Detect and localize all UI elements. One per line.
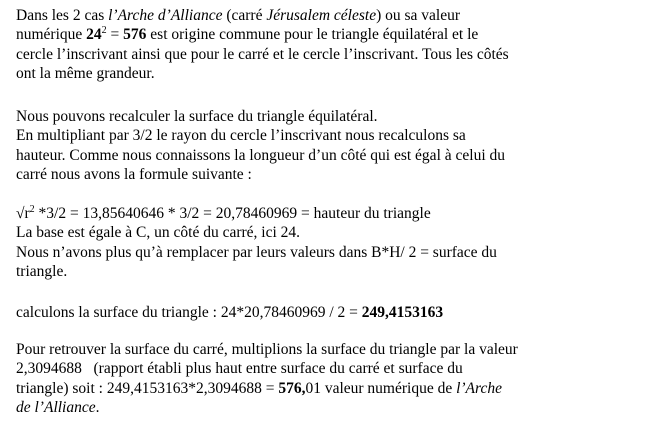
- text-line: [16, 379, 518, 398]
- superscript-exponent: 2: [101, 25, 107, 37]
- italic-term-alliance: de l’Alliance: [16, 399, 96, 417]
- text-line: Nous pouvons recalculer la surface du triangle équilatéral.: [16, 108, 378, 125]
- text-line: La base est égale à C, un côté du carré, ici 24.: [16, 224, 301, 242]
- text-line: carré nous avons la formule suivante :: [16, 166, 252, 184]
- text-line: [16, 303, 443, 322]
- paragraph-formula: [16, 204, 497, 282]
- paragraph-surface: [16, 303, 443, 322]
- text-run: est origine commune pour le triangle équilatéral et le: [146, 26, 479, 44]
- text-run: √r: [16, 205, 30, 222]
- text-line: hauteur. Comme nous connaissons la longueur d’un côté qui est égal à celui du: [16, 146, 505, 164]
- paragraph-recalc: [16, 107, 505, 185]
- italic-term-arche: l’Arche d’Alliance: [108, 7, 223, 24]
- text-line: triangle.: [16, 263, 68, 281]
- text-line: 2,3094688 (rapport établi plus haut entre surface du carré et surface du: [16, 360, 463, 378]
- text-line: [16, 6, 509, 25]
- text-line: Pour retrouver la surface du carré, multiplions la surface du triangle par la valeur: [16, 341, 518, 358]
- text-line: [16, 25, 509, 44]
- text-run: =: [106, 26, 124, 44]
- text-line: cercle l’inscrivant ainsi que pour le carré et le cercle l’inscrivant. Tous les côtés: [16, 45, 509, 63]
- text-line: En multipliant par 3/2 le rayon du cercle l’inscrivant nous recalculons sa: [16, 127, 466, 145]
- italic-term-jerusalem: Jérusalem céleste: [266, 7, 377, 24]
- formula-line: [16, 204, 497, 223]
- bold-result: 576,: [278, 379, 306, 397]
- text-line: ont la même grandeur.: [16, 65, 155, 83]
- text-line: [16, 398, 518, 417]
- text-run: ) ou sa valeur: [376, 7, 461, 24]
- text-run: numérique: [16, 26, 87, 44]
- text-run: calculons la surface du triangle : 24*20,78460969 / 2 =: [16, 304, 362, 321]
- text-run: (carré: [222, 7, 267, 24]
- superscript-exponent: 2: [29, 203, 35, 215]
- text-run: triangle) soit : 249,4153163*2,3094688 =: [16, 379, 279, 397]
- italic-term-arche: l’Arche: [456, 379, 502, 397]
- bold-number: 24: [86, 26, 102, 44]
- bold-result: 249,4153163: [361, 304, 444, 321]
- text-line: Nous n’avons plus qu’à remplacer par leurs valeurs dans B*H/ 2 = surface du: [16, 243, 497, 261]
- text-run: .: [95, 399, 100, 417]
- text-run: Dans les 2 cas: [16, 7, 109, 24]
- paragraph-square: [16, 340, 518, 418]
- bold-number: 576: [123, 26, 147, 44]
- text-run: 01 valeur numérique de: [305, 379, 457, 397]
- text-run: *3/2 = 13,85640646 * 3/2 = 20,78460969 = hauteur du triangle: [34, 205, 431, 222]
- paragraph-intro: [16, 6, 509, 84]
